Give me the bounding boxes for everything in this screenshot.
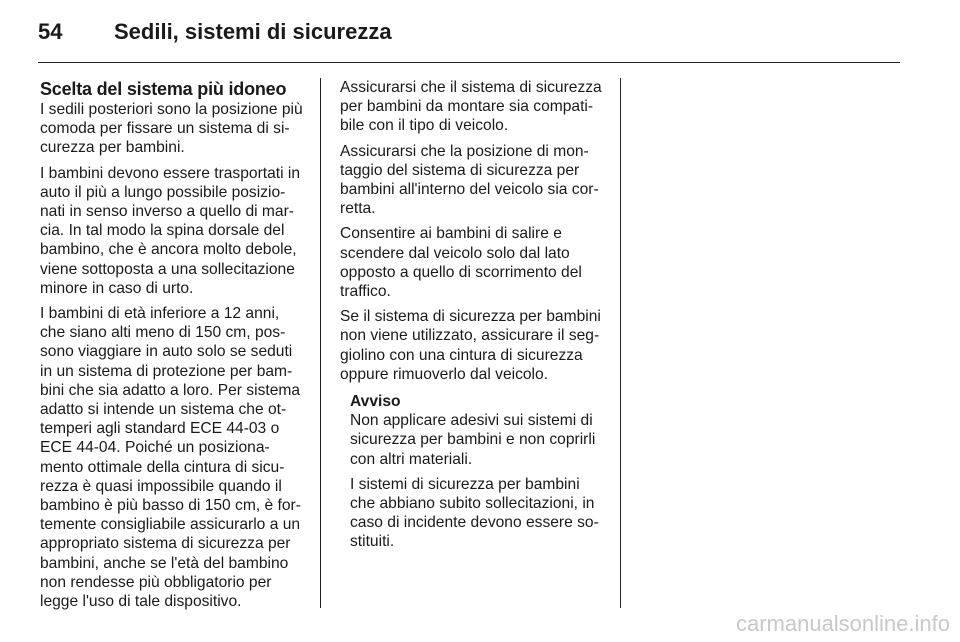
paragraph: I sedili posteriori sono la posizione più comoda per fissare un sistema di si-curezza per bambini. [40, 101, 303, 157]
notice-paragraph: I sistemi di sicurezza per bambini che abbiano subito sollecitazioni, in caso di incidente devono essere so-stituiti. [350, 475, 599, 551]
paragraph: Assicurarsi che la posizione di mon-taggio del sistema di sicurezza per bambini all'interno del veicolo sia cor-retta. [340, 142, 599, 218]
watermark-text: carmanualsonline.info [735, 611, 950, 636]
notice-title: Avviso [350, 393, 401, 411]
column-divider [620, 78, 621, 608]
page-title: Sedili, sistemi di sicurezza [114, 19, 392, 44]
paragraph: I bambini devono essere trasportati in auto il più a lungo possibile posizio-nati in senso inverso a quello di mar-cia. In tal modo la spina dorsale del bambino, che è ancora molto debole, viene sottoposta a una sollecitazione minore in caso di urto. [40, 164, 301, 297]
section-heading: Scelta del sistema più idoneo [40, 79, 287, 99]
paragraph: Consentire ai bambini di salire e scendere dal veicolo solo dal lato opposto a quello di scorrimento del traffico. [340, 225, 582, 301]
column-divider [320, 78, 321, 608]
paragraph: Assicurarsi che il sistema di sicurezza per bambini da montare sia compati-bile con il tipo di veicolo. [340, 79, 602, 135]
page-header [38, 18, 900, 63]
paragraph: Se il sistema di sicurezza per bambini non viene utilizzato, assicurare il seg-giolino con una cintura di sicurezza oppure rimuoverlo dal veicolo. [340, 308, 601, 383]
text-column-2 [340, 78, 606, 558]
notice-box [350, 392, 606, 552]
text-column-1 [40, 78, 308, 617]
paragraph: I bambini di età inferiore a 12 anni, che siano alti meno di 150 cm, pos-sono viaggiare in auto solo se seduti in un sistema di protezione per bam-bini che sia adatto a loro. Per sistema adatto si intende un sistema che ot-temperi agli standard ECE 44-03 o ECE 44-04. Poiché un posiziona-mento ottimale della cintura di sicu-rezza è quasi impossibile quando il bambino è più basso di 150 cm, è for-temente consigliabile assicurarlo a un appropriato sistema di sicurezza per bambini, anche se l'età del bambino non rendesse più obbligatorio per legge l'uso di tale dispositivo. [40, 305, 301, 611]
notice-paragraph: Non applicare adesivi sui sistemi di sicurezza per bambini e non coprirli con altri materiali. [350, 412, 596, 468]
page-number: 54 [38, 19, 63, 44]
